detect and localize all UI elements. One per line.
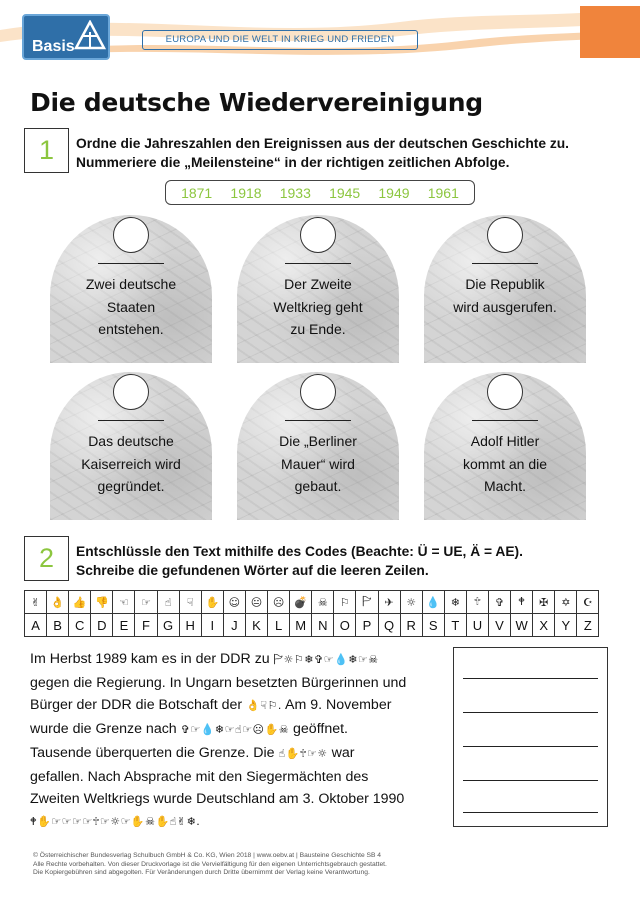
milestone-text	[243, 273, 393, 341]
code-symbol-row	[25, 591, 599, 614]
milestone-text	[430, 430, 580, 498]
code-letter-cell: N	[312, 614, 334, 637]
orange-corner-tab	[580, 6, 640, 58]
footer-line: © Österreichischer Bundesverlag Schulbuch GmbH & Co. KG, Wien 2018 | www.oebv.at | Bausteine Geschichte SB 4	[33, 852, 382, 859]
milestone-text-line: Weltkrieg geht	[273, 298, 363, 315]
year-answer-line[interactable]	[472, 420, 538, 421]
code-symbol-cell: 🕆	[466, 591, 488, 614]
code-letter-cell: C	[69, 614, 91, 637]
code-symbol-cell: ⚐	[334, 591, 356, 614]
milestone-stone	[424, 215, 586, 363]
code-symbol-cell: ☟	[179, 591, 201, 614]
series-title: EUROPA UND DIE WELT IN KRIEG UND FRIEDEN	[142, 30, 418, 50]
code-symbol-cell: ☼	[400, 591, 422, 614]
code-symbol-cell: ✠	[533, 591, 555, 614]
story-text: geöffnet.	[289, 721, 348, 738]
milestone-text-line: Die Republik	[465, 276, 545, 292]
milestone-text-line: Staaten	[106, 298, 156, 315]
code-letter-cell: E	[113, 614, 135, 637]
milestone-text-line: Macht.	[483, 478, 526, 494]
basis-logo	[22, 14, 110, 60]
year-5: 1949	[378, 184, 410, 201]
code-symbol-cell: ☪	[577, 591, 599, 614]
code-letter-cell: M	[290, 614, 312, 637]
code-symbol-cell: ✈	[378, 591, 400, 614]
page-title: Die deutsche Wiedervereinigung	[30, 88, 483, 117]
code-letter-cell: H	[179, 614, 201, 637]
code-letter-cell: F	[135, 614, 157, 637]
code-symbol-cell: ✞	[488, 591, 510, 614]
task-2-line-2: Schreibe die gefundenen Wörter auf die leeren Zeilen.	[76, 563, 429, 578]
code-letter-cell: Q	[378, 614, 400, 637]
answer-line[interactable]	[463, 812, 598, 813]
milestone-text-line: Adolf Hitler	[470, 433, 540, 449]
answer-box	[453, 647, 608, 827]
order-number-circle[interactable]	[300, 217, 336, 253]
task-number-2: 2	[24, 536, 69, 581]
milestone-text-line: wird ausgerufen.	[453, 298, 557, 315]
code-symbol-cell: 💧	[422, 591, 444, 614]
milestone-stone	[50, 215, 212, 363]
year-6: 1961	[427, 184, 459, 201]
code-symbol-cell: 🕈	[511, 591, 533, 614]
year-answer-line[interactable]	[98, 420, 164, 421]
code-symbol-cell: ☹	[268, 591, 290, 614]
milestone-text-line: kommt an die	[462, 455, 548, 472]
milestone-stone	[50, 372, 212, 520]
year-3: 1933	[279, 184, 311, 201]
code-symbol-cell: ✌	[25, 591, 47, 614]
story-text: war	[327, 744, 355, 761]
year-2: 1918	[230, 184, 262, 201]
milestone-text-line: Kaiserreich wird	[81, 455, 181, 472]
code-letter-cell: U	[466, 614, 488, 637]
milestone-text-line: Mauer“ wird	[281, 455, 355, 472]
task-number-1: 1	[24, 128, 69, 173]
answer-line[interactable]	[463, 678, 598, 679]
story-line: gefallen. Nach Absprache mit den Siegermächten des	[30, 768, 369, 785]
task-2-line-1: Entschlüssle den Text mithilfe des Codes (Beachte: Ü = UE, Ä = AE).	[76, 544, 523, 559]
code-letter-cell: X	[533, 614, 555, 637]
story-line: gegen die Regierung. In Ungarn besetzten Bürgerinnen und	[30, 674, 407, 691]
task-1-line-2: Nummeriere die „Meilensteine“ in der richtigen zeitlichen Abfolge.	[76, 155, 510, 170]
answer-line[interactable]	[463, 780, 598, 781]
milestone-stone	[237, 372, 399, 520]
milestone-text	[56, 430, 206, 498]
code-letter-cell: K	[245, 614, 267, 637]
year-4: 1945	[329, 184, 361, 201]
footer-line: Alle Rechte vorbehalten. Von dieser Druckvorlage ist die Vervielfältigung für den eigenen Unterrichtsgebrauch gestattet.	[33, 860, 387, 868]
coded-word: 🏱☼⚐❄✞☞💧❄☞☠	[273, 653, 379, 666]
order-number-circle[interactable]	[487, 374, 523, 410]
milestone-text-line: entstehen.	[98, 321, 164, 337]
code-symbol-cell: 👎	[91, 591, 113, 614]
story-text: Bürger der DDR die Botschaft der	[30, 697, 247, 714]
milestone-text-line: zu Ende.	[290, 321, 346, 337]
milestone-text-line: Das deutsche	[88, 433, 174, 449]
task-1-instructions	[76, 134, 569, 172]
task-2-instructions	[76, 542, 523, 580]
year-answer-line[interactable]	[472, 263, 538, 264]
code-letter-cell: V	[488, 614, 510, 637]
story-text: wurde die Grenze nach	[30, 721, 181, 738]
code-letter-cell: R	[400, 614, 422, 637]
header-band	[0, 0, 640, 66]
year-answer-line[interactable]	[98, 263, 164, 264]
code-symbol-cell: ✋	[201, 591, 223, 614]
coded-word: ☝✋🕆☞☼	[278, 746, 328, 760]
milestone-text-line: gebaut.	[294, 478, 342, 494]
code-symbol-cell: ☞	[135, 591, 157, 614]
code-letter-cell: B	[47, 614, 69, 637]
answer-line[interactable]	[463, 746, 598, 747]
milestone-text	[56, 273, 206, 341]
code-symbol-cell: ☜	[113, 591, 135, 614]
code-letter-cell: P	[356, 614, 378, 637]
footer	[33, 852, 623, 878]
code-letter-cell: L	[268, 614, 290, 637]
coded-word: 👌☟⚐.	[246, 699, 282, 713]
logo-text: Basis	[32, 38, 75, 55]
code-letter-cell: S	[422, 614, 444, 637]
milestone-text-line: gegründet.	[97, 478, 165, 494]
code-symbol-cell: ✡	[555, 591, 577, 614]
story-line: Zweiten Weltkriegs wurde Deutschland am 3. Oktober 1990	[30, 791, 405, 808]
code-symbol-cell: ☺	[223, 591, 245, 614]
coded-story-text	[30, 648, 430, 834]
milestone-stone	[424, 372, 586, 520]
years-box	[165, 180, 475, 205]
code-table	[24, 590, 599, 637]
milestone-text-line: Die „Berliner	[279, 433, 357, 449]
code-letter-cell: Y	[555, 614, 577, 637]
coded-word: 🕈✋☞☞☞☞🕆☞☼☞✋☠✋☝✌❄.	[30, 814, 201, 828]
code-letter-cell: A	[25, 614, 47, 637]
code-letter-cell: G	[157, 614, 179, 637]
code-symbol-cell: 👌	[47, 591, 69, 614]
code-symbol-cell: 😐	[245, 591, 267, 614]
code-letter-cell: D	[91, 614, 113, 637]
order-number-circle[interactable]	[300, 374, 336, 410]
order-number-circle[interactable]	[487, 217, 523, 253]
order-number-circle[interactable]	[113, 374, 149, 410]
order-number-circle[interactable]	[113, 217, 149, 253]
code-symbol-cell: 💣	[290, 591, 312, 614]
year-answer-line[interactable]	[285, 263, 351, 264]
code-symbol-cell: 👍	[69, 591, 91, 614]
milestone-stone	[237, 215, 399, 363]
year-1: 1871	[181, 184, 213, 201]
year-answer-line[interactable]	[285, 420, 351, 421]
code-symbol-cell: 🏱	[356, 591, 378, 614]
code-symbol-cell: ☝	[157, 591, 179, 614]
story-text: Im Herbst 1989 kam es in der DDR zu	[30, 651, 274, 667]
code-symbol-cell: ☠	[312, 591, 334, 614]
code-letter-row	[25, 614, 599, 637]
code-letter-cell: J	[223, 614, 245, 637]
story-text: Am 9. November	[285, 697, 392, 714]
milestone-text	[430, 273, 580, 318]
answer-line[interactable]	[463, 712, 598, 713]
code-letter-cell: W	[511, 614, 533, 637]
milestone-text-line: Der Zweite	[284, 276, 352, 292]
milestone-text-line: Zwei deutsche	[85, 276, 177, 292]
code-letter-cell: O	[334, 614, 356, 637]
task-1-line-1: Ordne die Jahreszahlen den Ereignissen aus der deutschen Geschichte zu.	[76, 136, 570, 151]
code-letter-cell: I	[201, 614, 223, 637]
logo-triangle-icon	[74, 20, 106, 50]
code-letter-cell: T	[444, 614, 466, 637]
milestone-text	[243, 430, 393, 498]
code-letter-cell: Z	[577, 614, 599, 637]
code-symbol-cell: ❄	[444, 591, 466, 614]
coded-word: ✞☞💧❄☞☝☞☹✋☠	[180, 723, 290, 737]
footer-line: Die Kopiergebühren sind abgegolten. Für Veränderungen durch Dritte übernimmt der Verlag keine Verantwortung.	[33, 869, 370, 877]
story-text: Tausende überquerten die Grenze. Die	[30, 744, 279, 761]
